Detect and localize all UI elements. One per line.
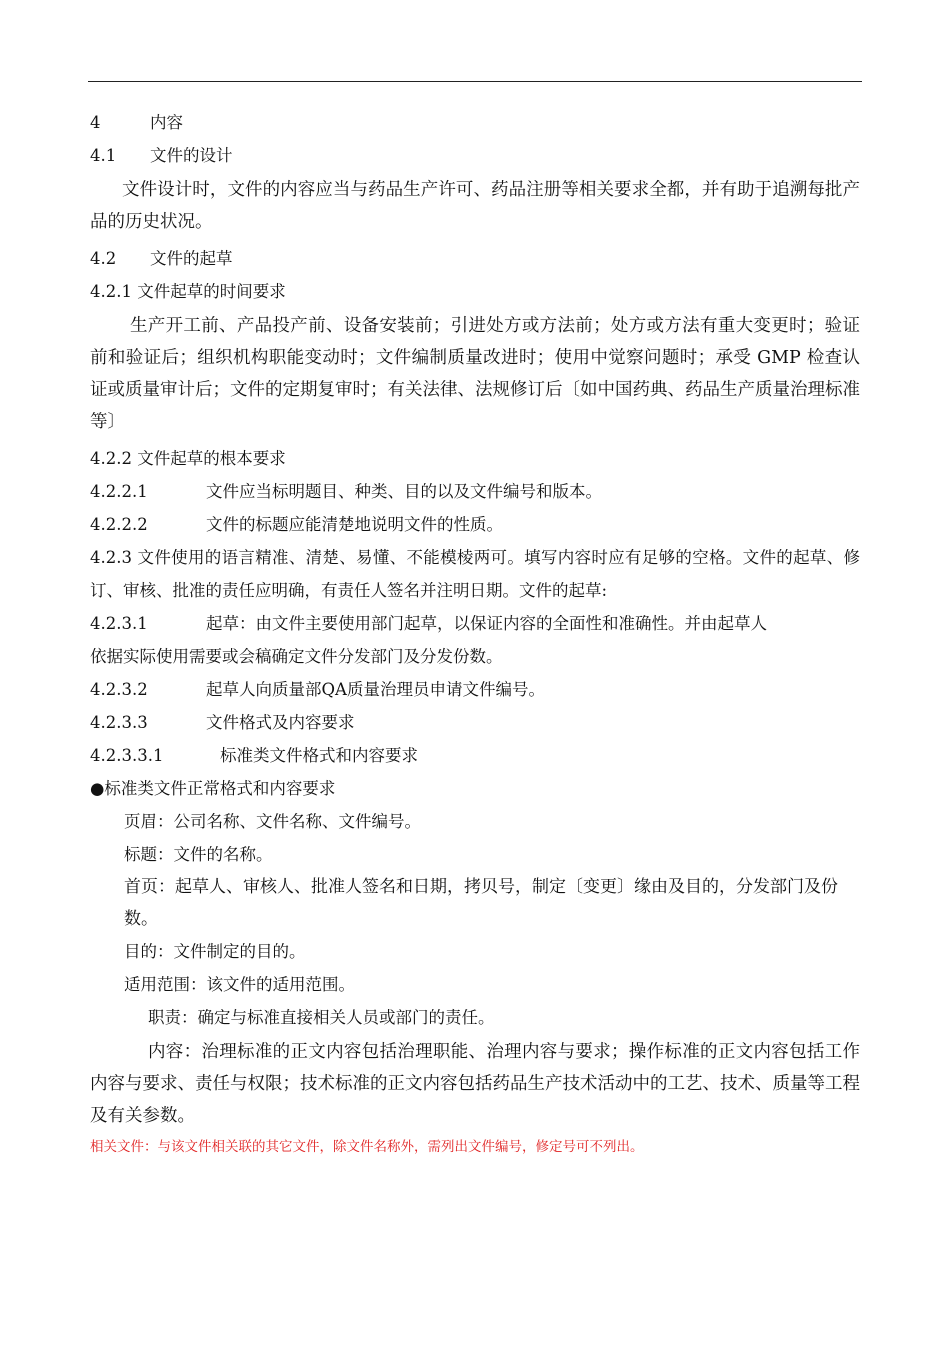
item-content: 内容：治理标准的正文内容包括治理职能、治理内容与要求；操作标准的正文内容包括工作内容与要求、责任与权限；技术标准的正文内容包括药品生产技术活动中的工艺、技术、质量等工程及有关参数。: [90, 1042, 860, 1126]
section-text: 文件格式及内容要求: [206, 713, 355, 732]
section-text: 标准类文件格式和内容要求: [220, 746, 418, 765]
paragraph-4-2-3: 4.2.3 文件使用的语言精准、清楚、易懂、不能模棱两可。填写内容时应有足够的空格。文件的起草、修订、审核、批准的责任应明确，有责任人签名并注明日期。文件的起草:: [90, 548, 860, 600]
section-4-2-2-heading: [90, 442, 860, 475]
section-title: 文件的起草: [150, 249, 233, 268]
section-4-2-2-1: [90, 475, 860, 508]
section-text: 文件的标题应能清楚地说明文件的性质。: [206, 515, 503, 534]
item-scope: 适用范围：该文件的适用范围。: [124, 975, 355, 994]
item-duty: 职责：确定与标准直接相关人员或部门的责任。: [148, 1008, 495, 1027]
section-number: 4.2.3.3: [90, 713, 148, 732]
section-text: 文件应当标明题目、种类、目的以及文件编号和版本。: [206, 482, 602, 501]
item-front-page: 首页：起草人、审核人、批准人签名和日期，拷贝号，制定〔变更〕缘由及目的，分发部门及份数。: [124, 877, 838, 929]
section-number: 4.2.3.3.1: [90, 746, 164, 765]
section-4-2-3-2: [90, 673, 860, 706]
section-4-2-2-2: [90, 508, 860, 541]
section-number: 4.2.2.1: [90, 482, 148, 501]
section-4-2-3-3-1: [90, 739, 860, 772]
section-number: 4: [90, 113, 101, 132]
item-header: 页眉：公司名称、文件名称、文件编号。: [124, 812, 421, 831]
section-title: 内容: [150, 113, 183, 132]
section-number: 4.2.1: [90, 282, 132, 301]
paragraph-4-1: 文件设计时，文件的内容应当与药品生产许可、药品注册等相关要求全都，并有助于追溯每批产品的历史状况。: [90, 180, 860, 232]
section-4-2-3-3: [90, 706, 860, 739]
section-number: 4.2.2.2: [90, 515, 148, 534]
section-title: 文件起草的时间要求: [137, 282, 286, 301]
section-number: 4.2.3.1: [90, 614, 148, 633]
paragraph-4-2-1: 生产开工前、产品投产前、设备安装前；引进处方或方法前；处方或方法有重大变更时；验证前和验证后；组织机构职能变动时；文件编制质量改进时；使用中觉察问题时；承受 GMP 检查认证或质量审计后；文件的定期复审时；有关法律、法规修订后〔如中国药典、药品生产质量治理标准等〕: [90, 316, 860, 432]
section-4-2-1-heading: [90, 275, 860, 308]
section-number: 4.2: [90, 249, 117, 268]
section-title: 文件起草的根本要求: [137, 449, 286, 468]
section-text: 起草人向质量部QA质量治理员申请文件编号。: [206, 680, 545, 699]
related-documents-note: 相关文件：与该文件相关联的其它文件，除文件名称外，需列出文件编号，修定号可不列出。: [90, 1139, 644, 1155]
bullet-heading: ●标准类文件正常格式和内容要求: [90, 779, 336, 798]
section-4-1-heading: [90, 139, 860, 172]
section-title: 文件的设计: [150, 146, 233, 165]
header-rule: [88, 81, 862, 82]
item-purpose: 目的：文件制定的目的。: [124, 942, 306, 961]
section-text: 起草：由文件主要使用部门起草，以保证内容的全面性和准确性。并由起草人: [206, 614, 767, 633]
section-number: 4.2.3.2: [90, 680, 148, 699]
item-title: 标题：文件的名称。: [124, 845, 273, 864]
section-4-2-3-1: [90, 607, 860, 640]
section-number: 4.2.2: [90, 449, 132, 468]
document-body: [90, 106, 860, 1158]
section-number: 4.1: [90, 146, 117, 165]
section-4-2-3-1-continuation: 依据实际使用需要或会稿确定文件分发部门及分发份数。: [90, 647, 503, 666]
section-4-2-heading: [90, 242, 860, 275]
section-4-heading: [90, 106, 860, 139]
